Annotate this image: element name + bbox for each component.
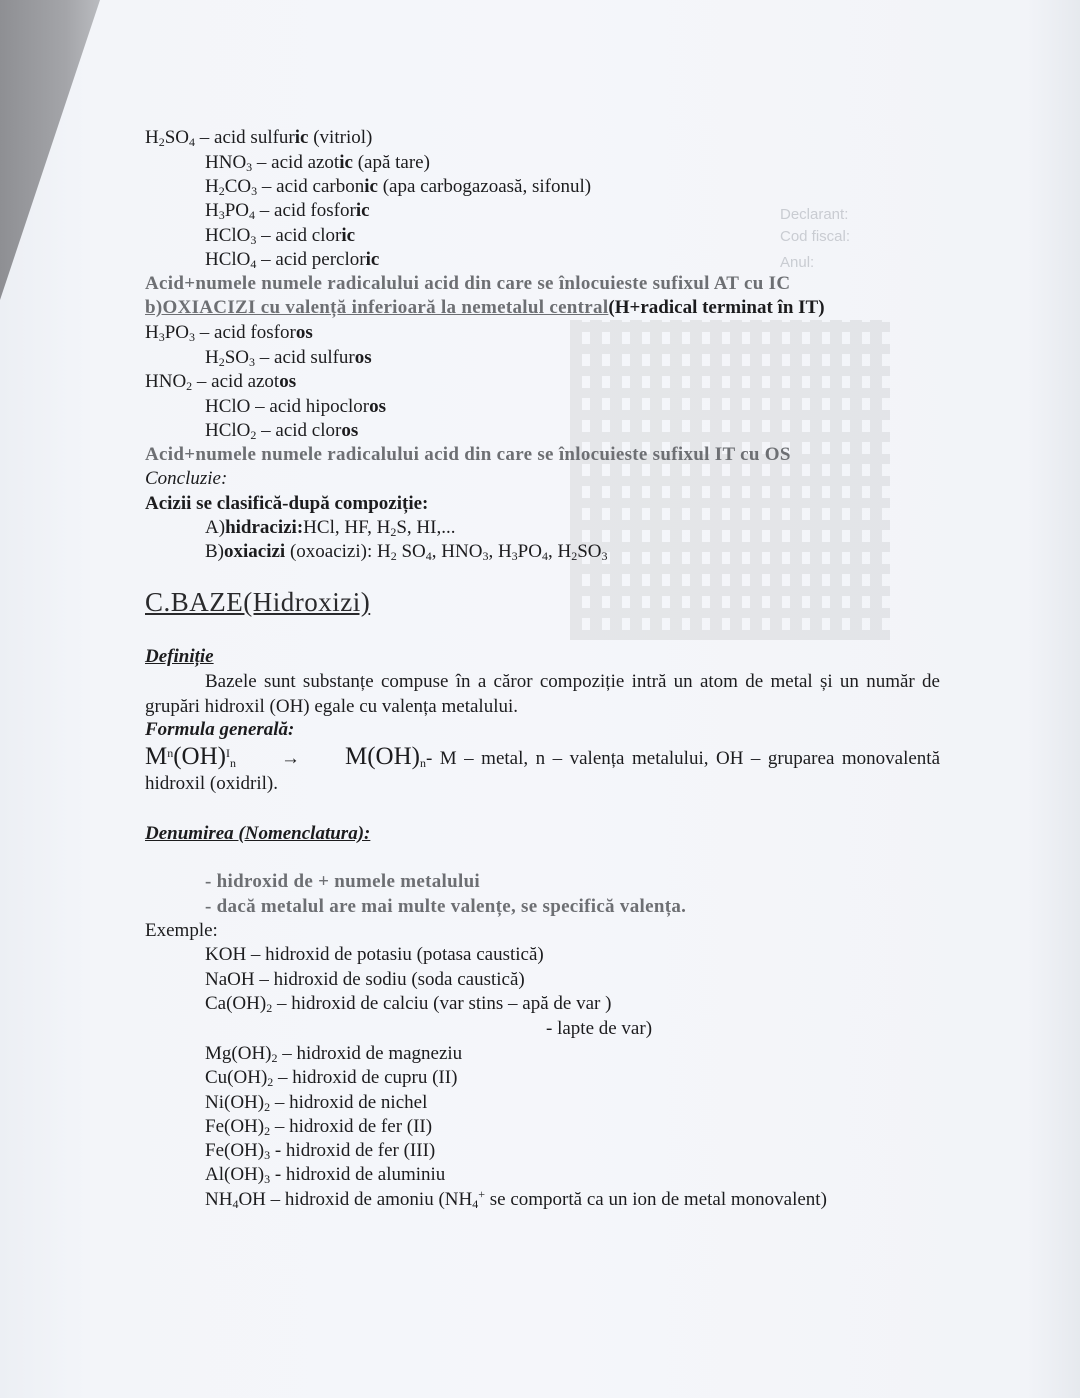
acid-os-item: HClO$_2$ – acid cloros [205, 420, 359, 442]
acid-ic-item: $HNO_3$ – acid azotic (apă tare) [205, 152, 430, 174]
acid-ic-item: $H_2SO_4$ – acid sulfuric (vitriol) [145, 127, 373, 149]
nomenclature-label: Denumirea (Nomenclatura): [145, 823, 371, 844]
nomenclature-rule: - dacă metalul are mai multe valențe, se specifică valența. [205, 896, 687, 917]
bleed-text: Anul: [780, 254, 815, 271]
acid-ic-item: HClO$_3$ – acid cloric [205, 225, 356, 247]
conclusion-heading: Acizii se clasifică-după compoziție: [145, 493, 429, 514]
formula-label: Formula generală: [145, 719, 295, 740]
general-formula: $M^n(OH)^I_n$ → $M(OH)_n-$ M – metal, n – valența metalului, OH – gruparea monovalentă hidroxil (oxidril). [145, 743, 941, 794]
classification-a: A)hidracizi:HCl, HF, $H_2S$, HI,... [205, 517, 456, 539]
page-fold-corner [0, 0, 110, 300]
examples-label: Exemple: [145, 920, 218, 941]
example-item: $NH_4OH$ – hidroxid de amoniu ($NH_4^+$ se comportă ca un ion de metal monovalent) [205, 1187, 827, 1211]
example-item: NaOH – hidroxid de sodiu (soda caustică) [205, 969, 525, 990]
example-item: $Fe(OH)_2$ – hidroxid de fer (II) [205, 1116, 433, 1138]
example-item: - lapte de var) [546, 1018, 653, 1039]
bleed-text: Declarant: [780, 206, 849, 223]
classification-b: B)oxiacizi (oxoacizi): $H_2$ $SO_4$, $HNO_3$, $H_3PO_4$, $H_2SO_3$ [205, 541, 608, 563]
acid-ic-item: $H_2CO_3$ – acid carbonic (apa carbogazoasă, sifonul) [205, 176, 592, 198]
example-item: $Mg(OH)_2$ – hidroxid de magneziu [205, 1043, 463, 1065]
oxiacizi-heading: b)OXIACIZI cu valență inferioară la nemetalul central(H+radical terminat în IT) [145, 297, 825, 318]
rule-ic: Acid+numele numele radicalului acid din care se înlocuieste sufixul AT cu IC [145, 273, 791, 294]
acid-os-item: $HNO_2$ – acid azotos [145, 371, 297, 393]
section-title: C.BAZE(Hidroxizi) [145, 587, 371, 617]
example-item: $Al(OH)_3$ - hidroxid de aluminiu [205, 1164, 446, 1186]
example-item: $Ni(OH)_2$ – hidroxid de nichel [205, 1092, 428, 1114]
acid-ic-item: $H_3PO_4$ – acid fosforic [205, 200, 370, 222]
example-item: $Ca(OH)_2$ – hidroxid de calciu (var stins – apă de var ) [205, 993, 612, 1015]
conclusion-label: Concluzie: [145, 468, 228, 489]
bleed-text: Cod fiscal: [780, 228, 851, 245]
acid-ic-item: HClO$_4$ – acid percloric [205, 249, 380, 271]
bleed-through-qr [570, 320, 890, 640]
nomenclature-rule: - hidroxid de + numele metalului [205, 871, 481, 892]
definition-label: Definiție [145, 646, 214, 667]
definition-text: Bazele sunt substanțe compuse în a căror compoziție intră un atom de metal și un număr de grupări hidroxil (OH) egale cu valența metalului. [145, 671, 940, 717]
acid-os-item: HClO – acid hipocloros [205, 396, 387, 417]
example-item: $Cu(OH)_2$ – hidroxid de cupru (II) [205, 1067, 458, 1089]
example-item: $Fe(OH)_3$ - hidroxid de fer (III) [205, 1140, 436, 1162]
acid-os-item: $H_2SO_3$ – acid sulfuros [205, 347, 372, 369]
rule-os: Acid+numele numele radicalului acid din care se înlocuieste sufixul IT cu OS [145, 444, 791, 465]
example-item: KOH – hidroxid de potasiu (potasa caustică) [205, 944, 544, 965]
acid-os-item: $H_3PO_3$ – acid fosforos [145, 322, 313, 344]
